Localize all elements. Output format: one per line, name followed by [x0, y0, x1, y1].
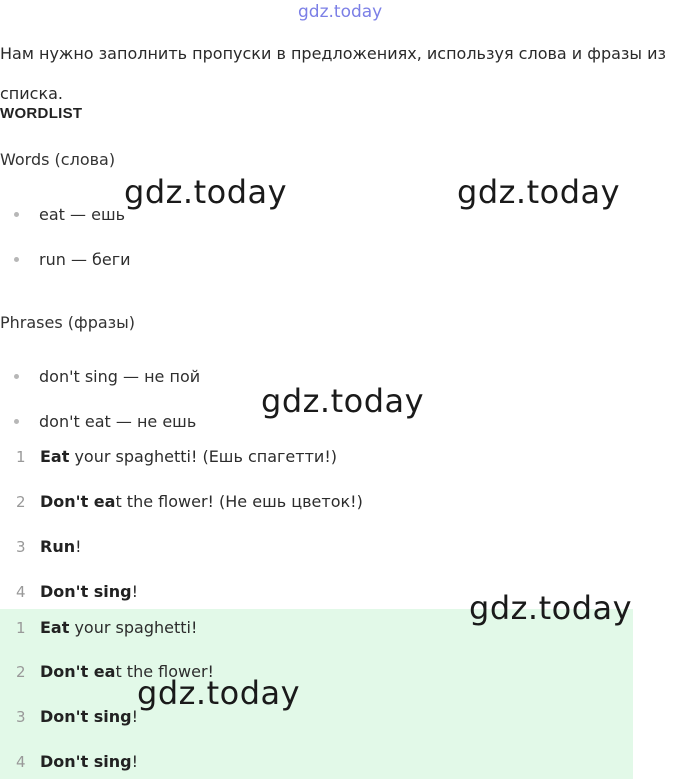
item-number: 2: [16, 663, 26, 681]
words-section-title: Words (слова): [0, 150, 116, 169]
item-number: 3: [16, 538, 26, 556]
item-number: 3: [16, 708, 26, 726]
item-number: 4: [16, 753, 26, 771]
item-text: your spaghetti!: [69, 618, 198, 637]
list-item: [14, 205, 125, 224]
answer-item: [16, 752, 138, 771]
item-text: t the flower! (Не ешь цветок!): [115, 492, 363, 511]
watermark-text: gdz.today: [457, 173, 621, 211]
exercise-item: [16, 447, 337, 466]
item-text: your spaghetti! (Ешь спагетти!): [69, 447, 337, 466]
item-number: 1: [16, 448, 26, 466]
item-text: t the flower!: [115, 662, 214, 681]
site-logo-text[interactable]: gdz.today: [298, 2, 383, 22]
watermark-text: gdz.today: [137, 674, 301, 712]
list-item: [14, 412, 196, 431]
answer-item: [16, 707, 138, 726]
item-text: !: [131, 752, 139, 771]
item-bold-text: Eat: [40, 618, 70, 637]
answer-item: [16, 618, 197, 637]
bullet-dot-icon: [14, 419, 19, 424]
watermark-text: gdz.today: [469, 589, 633, 627]
item-text: !: [75, 537, 82, 556]
exercise-item: [16, 537, 82, 556]
list-item: [14, 250, 131, 269]
bullet-dot-icon: [14, 374, 19, 379]
item-number: 4: [16, 583, 26, 601]
phrases-section-title: Phrases (фразы): [0, 313, 136, 332]
item-number: 1: [16, 619, 26, 637]
item-text: !: [131, 707, 139, 726]
list-item-text: eat — ешь: [39, 205, 126, 224]
item-bold-text: Don't sing: [40, 752, 132, 771]
intro-paragraph: Нам нужно заполнить пропуски в предложениях, используя слова и фразы из списка.: [0, 44, 667, 103]
item-bold-text: Don't ea: [40, 662, 116, 681]
item-bold-text: Eat: [40, 447, 70, 466]
list-item: [14, 367, 200, 386]
watermark-text: gdz.today: [261, 382, 425, 420]
item-text: !: [131, 582, 139, 601]
wordlist-heading: WORDLIST: [0, 105, 83, 122]
exercise-item: [16, 492, 363, 511]
watermark-text: gdz.today: [124, 173, 288, 211]
list-item-text: don't eat — не ешь: [39, 412, 197, 431]
item-bold-text: Run: [40, 537, 76, 556]
item-bold-text: Don't ea: [40, 492, 116, 511]
list-item-text: run — беги: [39, 250, 131, 269]
bullet-dot-icon: [14, 212, 19, 217]
item-bold-text: Don't sing: [40, 582, 132, 601]
item-bold-text: Don't sing: [40, 707, 132, 726]
item-number: 2: [16, 493, 26, 511]
list-item-text: don't sing — не пой: [39, 367, 201, 386]
bullet-dot-icon: [14, 257, 19, 262]
exercise-item: [16, 582, 138, 601]
